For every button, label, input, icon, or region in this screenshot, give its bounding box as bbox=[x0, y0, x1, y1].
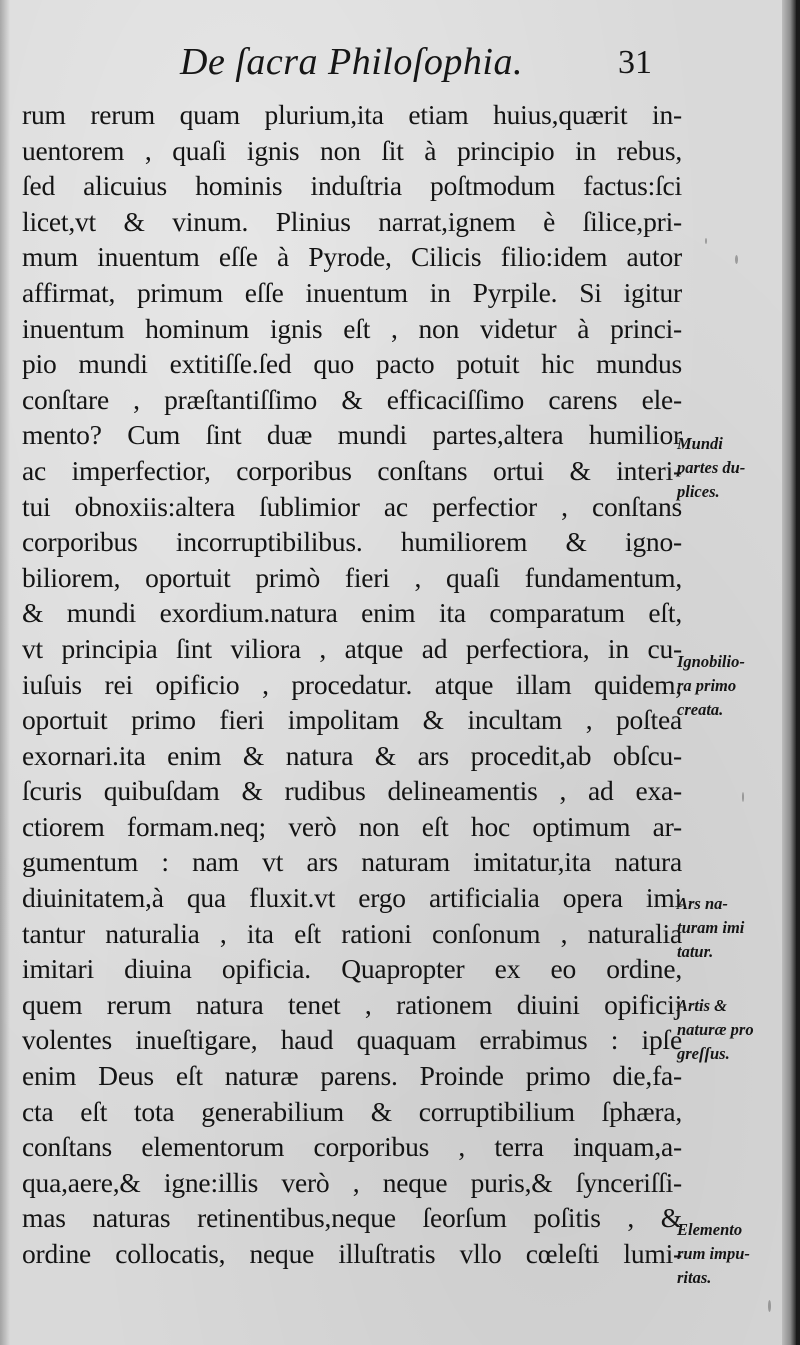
margin-note-line: ritas. bbox=[677, 1268, 712, 1287]
margin-note-line: partes du- bbox=[677, 458, 746, 477]
margin-note-line: naturæ pro bbox=[677, 1020, 754, 1039]
margin-note-line: Ars na- bbox=[677, 894, 728, 913]
margin-note-mundi-partes bbox=[677, 432, 789, 504]
text-line: conſtare , præſtantiſſimo & efficaciſſimo carens ele- bbox=[22, 383, 682, 415]
text-line: oportuit primo fieri impolitam & incultam , poſtea bbox=[22, 704, 682, 736]
text-line: imitari diuina opificia. Quapropter ex eo ordine, bbox=[22, 953, 682, 985]
paper-speck bbox=[768, 1300, 771, 1312]
text-line: ac imperfectior, corporibus conſtans ortui & interi- bbox=[22, 454, 682, 486]
text-line: affirmat, primum eſſe inuentum in Pyrpile. Si igitur bbox=[22, 276, 682, 308]
margin-note-line: Elemento bbox=[677, 1220, 743, 1239]
running-head bbox=[0, 40, 780, 90]
margin-note-line: Artis & bbox=[677, 996, 727, 1015]
margin-note-line: turam imi bbox=[677, 918, 745, 937]
page-number: 31 bbox=[618, 44, 652, 81]
paper-speck bbox=[735, 255, 738, 264]
text-line: exornari.ita enim & natura & ars procedit,ab obſcu- bbox=[22, 739, 682, 771]
margin-note-line: tatur. bbox=[677, 942, 714, 961]
margin-note-line: creata. bbox=[677, 700, 724, 719]
margin-note-ignobiliora bbox=[677, 650, 789, 722]
text-line: vt principia ſint viliora , atque ad perfectiora, in cu- bbox=[22, 632, 682, 664]
text-line: & mundi exordium.natura enim ita comparatum eſt, bbox=[22, 597, 682, 629]
text-line: gumentum : nam vt ars naturam imitatur,ita natura bbox=[22, 846, 682, 878]
text-line: enim Deus eſt naturæ parens. Proinde primo die,fa- bbox=[22, 1060, 682, 1092]
text-line: pio mundi extitiſſe.ſed quo pacto potuit hic mundus bbox=[22, 348, 682, 380]
margin-note-line: rum impu- bbox=[677, 1244, 750, 1263]
text-line: cta eſt tota generabilium & corruptibilium ſphæra, bbox=[22, 1095, 682, 1127]
margin-note-line: plices. bbox=[677, 482, 720, 501]
text-line: licet,vt & vinum. Plinius narrat,ignem è ſilice,pri- bbox=[22, 205, 682, 237]
text-line: ſcuris quibuſdam & rudibus delineamentis , ad exa- bbox=[22, 775, 682, 807]
margin-note-line: ra primo bbox=[677, 676, 737, 695]
text-line: tui obnoxiis:altera ſublimior ac perfectior , conſtans bbox=[22, 490, 682, 522]
text-line: uentorem , quaſi ignis non ſit à principio in rebus, bbox=[22, 134, 682, 166]
body-text bbox=[22, 97, 682, 1272]
text-line: mento? Cum ſint duæ mundi partes,altera humilior bbox=[22, 419, 682, 451]
page-edge bbox=[782, 0, 796, 1345]
text-line: mum inuentum eſſe à Pyrode, Cilicis filio:idem autor bbox=[22, 241, 682, 273]
text-line: mas naturas retinentibus,neque ſeorſum poſitis , & bbox=[22, 1202, 682, 1234]
text-line: conſtans elementorum corporibus , terra inquam,a- bbox=[22, 1131, 682, 1163]
text-line: corporibus incorruptibilibus. humiliorem & igno- bbox=[22, 526, 682, 558]
running-title: De ſacra Philoſophia. bbox=[180, 41, 523, 83]
text-line: ordine collocatis, neque illuſtratis vllo cœleſti lumi- bbox=[22, 1238, 682, 1269]
paper-speck bbox=[742, 792, 744, 802]
paper-speck bbox=[705, 238, 707, 244]
text-line: iuſuis rei opificio , procedatur. atque illam quidem, bbox=[22, 668, 682, 700]
margin-note-artis-naturae bbox=[677, 994, 789, 1066]
margin-note-line: Mundi bbox=[677, 434, 723, 453]
text-line: ſed alicuius hominis induſtria poſtmodum factus:ſci bbox=[22, 170, 682, 202]
margin-note-elementorum bbox=[677, 1218, 789, 1290]
margin-note-line: Ignobilio- bbox=[677, 652, 745, 671]
text-line: qua,aere,& igne:illis verò , neque puris,& ſynceriſſi- bbox=[22, 1166, 682, 1198]
text-line: diuinitatem,à qua fluxit.vt ergo artificialia opera imi bbox=[22, 882, 682, 914]
text-line: inuentum hominum ignis eſt , non videtur à princi- bbox=[22, 312, 682, 344]
margin-note-ars-naturam bbox=[677, 892, 789, 964]
text-line: quem rerum natura tenet , rationem diuini opificij bbox=[22, 988, 682, 1020]
text-line: biliorem, oportuit primò fieri , quaſi fundamentum, bbox=[22, 561, 682, 593]
text-line: ctiorem formam.neq; verò non eſt hoc optimum ar- bbox=[22, 810, 682, 842]
gutter-shadow bbox=[0, 0, 10, 1345]
margin-note-line: greſſus. bbox=[677, 1044, 730, 1063]
text-line: tantur naturalia , ita eſt rationi conſonum , naturalia bbox=[22, 917, 682, 949]
text-line: rum rerum quam plurium,ita etiam huius,quærit in- bbox=[22, 99, 682, 130]
text-line: volentes inueſtigare, haud quaquam errabimus : ipſe bbox=[22, 1024, 682, 1056]
